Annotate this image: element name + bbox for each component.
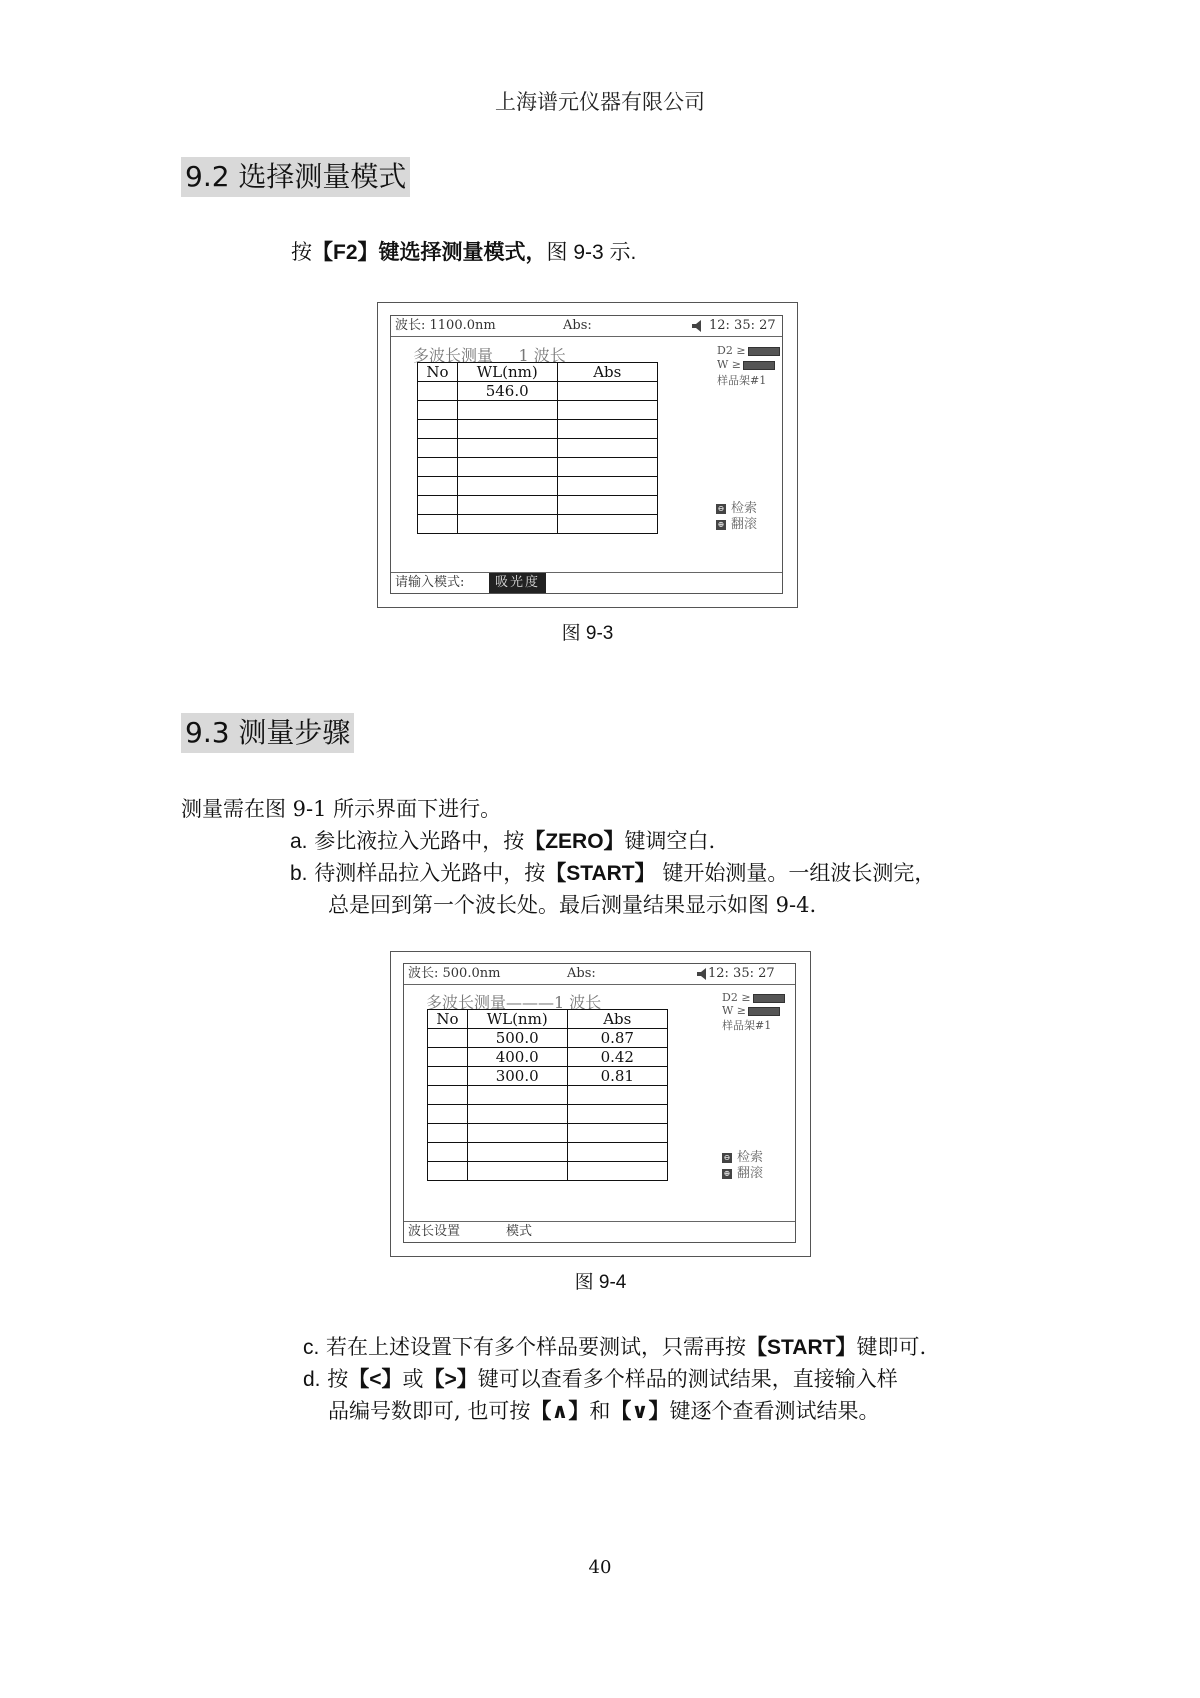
cell xyxy=(557,458,657,477)
side-menu-label: 翻滚 xyxy=(737,1166,764,1181)
cell: 0.87 xyxy=(567,1029,667,1048)
step-key: 【<】 xyxy=(348,1368,403,1391)
table-row xyxy=(428,1124,668,1143)
selected-mode[interactable]: 吸光度 xyxy=(489,573,546,593)
table-row xyxy=(428,1105,668,1124)
step-key: 【START】 xyxy=(545,862,656,885)
cell xyxy=(557,420,657,439)
col-header-abs: Abs xyxy=(557,363,657,382)
step-d-continued xyxy=(328,1395,879,1428)
table-row xyxy=(418,477,658,496)
figure-9-4-screen xyxy=(390,951,811,1257)
cell: 546.0 xyxy=(457,382,557,401)
step-key: 【>】 xyxy=(423,1368,478,1391)
side-menu-scroll[interactable] xyxy=(716,513,757,532)
step-key: 【∨】 xyxy=(610,1400,670,1423)
step-text: 键调空白. xyxy=(624,829,716,853)
col-header-no: No xyxy=(428,1010,468,1029)
d2-lamp-status xyxy=(717,344,780,357)
table-row xyxy=(418,420,658,439)
screen-display xyxy=(403,963,796,1243)
d2-lamp-status xyxy=(722,991,785,1004)
step-c xyxy=(303,1331,926,1364)
w-lamp-status xyxy=(717,358,775,371)
instruction-9-2 xyxy=(291,236,636,269)
step-text: 键即可. xyxy=(856,1335,927,1359)
table-row xyxy=(418,401,658,420)
step-b-continued: 总是回到第一个波长处。最后测量结果显示如图 9-4. xyxy=(328,893,817,917)
minus-key-icon: ⊖ xyxy=(723,1152,731,1162)
cell xyxy=(567,1086,667,1105)
minus-key-icon: ⊖ xyxy=(717,503,725,513)
mode-name: 多波长测量 xyxy=(426,993,507,1012)
plus-key-icon: ⊕ xyxy=(717,519,725,529)
mode-prompt: 请输入模式: xyxy=(395,575,465,590)
col-header-wl: WL(nm) xyxy=(457,363,557,382)
step-key: 【START】 xyxy=(746,1336,857,1359)
cell xyxy=(418,515,458,534)
col-header-no: No xyxy=(418,363,458,382)
step-b xyxy=(290,857,935,890)
instruction-suffix: 图 9-3 示. xyxy=(546,241,637,264)
step-text: 键可以查看多个样品的测试结果，直接输入样 xyxy=(477,1367,898,1391)
step-marker: c. xyxy=(303,1336,320,1359)
cell xyxy=(467,1105,567,1124)
step-marker: a. xyxy=(290,830,308,853)
cell xyxy=(457,420,557,439)
cell xyxy=(428,1086,468,1105)
cell xyxy=(557,515,657,534)
results-table xyxy=(427,1009,668,1181)
cell xyxy=(418,496,458,515)
d2-lamp-bar-icon xyxy=(748,347,780,356)
cell xyxy=(428,1162,468,1181)
d2-label: D2 ≥ xyxy=(722,991,751,1004)
abs-readout: Abs: xyxy=(567,966,596,981)
step-text: 或 xyxy=(402,1367,424,1391)
screen-top-bar xyxy=(391,316,782,337)
table-row xyxy=(418,458,658,477)
cell xyxy=(428,1067,468,1086)
step-text: 品编号数即可, 也可按 xyxy=(328,1399,531,1423)
wavelength-setting-softkey[interactable]: 波长设置 xyxy=(408,1224,461,1239)
cell xyxy=(467,1086,567,1105)
table-header-row xyxy=(418,363,658,382)
page-number: 40 xyxy=(588,1557,612,1578)
table-row xyxy=(428,1048,668,1067)
cell xyxy=(557,401,657,420)
w-label: W ≥ xyxy=(722,1004,747,1017)
w-label: W ≥ xyxy=(717,358,742,371)
col-header-abs: Abs xyxy=(567,1010,667,1029)
d2-label: D2 ≥ xyxy=(717,344,746,357)
wavelength-count: ———1 波长 xyxy=(506,993,602,1012)
cell xyxy=(428,1124,468,1143)
screen-top-bar xyxy=(404,964,795,985)
company-header: 上海谱元仪器有限公司 xyxy=(495,90,705,114)
step-key: 【∧】 xyxy=(530,1400,590,1423)
side-menu-label: 翻滚 xyxy=(731,517,758,532)
sample-holder: 样品架#1 xyxy=(717,374,767,387)
cell xyxy=(467,1124,567,1143)
table-row xyxy=(428,1086,668,1105)
step-a xyxy=(290,825,715,858)
plus-key-icon: ⊕ xyxy=(723,1168,731,1178)
table-row xyxy=(428,1162,668,1181)
step-text: 键开始测量。一组波长测完， xyxy=(655,861,936,885)
cell xyxy=(428,1029,468,1048)
cell xyxy=(418,420,458,439)
cell xyxy=(418,477,458,496)
step-marker: b. xyxy=(290,862,308,885)
cell: 500.0 xyxy=(467,1029,567,1048)
cell: 0.81 xyxy=(567,1067,667,1086)
cell xyxy=(567,1143,667,1162)
cell xyxy=(457,496,557,515)
screen-display xyxy=(390,315,783,594)
clock: 12: 35: 27 xyxy=(709,318,776,333)
table-row xyxy=(428,1067,668,1086)
d2-lamp-bar-icon xyxy=(753,994,785,1003)
table-row xyxy=(418,382,658,401)
step-key: 【ZERO】 xyxy=(524,830,625,853)
wavelength-table xyxy=(417,362,658,534)
side-menu-label: 检索 xyxy=(737,1150,764,1165)
table-row xyxy=(418,515,658,534)
wavelength-readout: 波长: 500.0nm xyxy=(408,966,501,981)
cell xyxy=(428,1105,468,1124)
section-heading-9-3: 9.3 测量步骤 xyxy=(181,713,354,753)
table-header-row xyxy=(428,1010,668,1029)
step-text: 参比液拉入光路中，按 xyxy=(314,829,525,853)
step-text: 和 xyxy=(589,1399,611,1423)
instruction-prefix: 按 xyxy=(291,240,312,264)
step-text: 按 xyxy=(327,1367,349,1391)
section-heading-9-2: 9.2 选择测量模式 xyxy=(181,157,410,197)
cell xyxy=(557,439,657,458)
section-intro: 测量需在图 9-1 所示界面下进行。 xyxy=(181,797,502,821)
cell xyxy=(567,1162,667,1181)
cell xyxy=(567,1124,667,1143)
step-marker: d. xyxy=(303,1368,321,1391)
table-row xyxy=(428,1029,668,1048)
table-row xyxy=(418,439,658,458)
cell: 400.0 xyxy=(467,1048,567,1067)
screen-bottom-bar xyxy=(391,572,782,593)
side-menu-scroll[interactable] xyxy=(722,1162,763,1181)
cell xyxy=(457,439,557,458)
wavelength-count: 1 波长 xyxy=(518,346,566,365)
cell xyxy=(428,1143,468,1162)
cell xyxy=(418,401,458,420)
figure-caption-9-4: 图 9-4 xyxy=(574,1272,627,1293)
cell xyxy=(428,1048,468,1067)
sample-holder: 样品架#1 xyxy=(722,1019,772,1032)
cell xyxy=(418,458,458,477)
table-row xyxy=(428,1143,668,1162)
abs-readout: Abs: xyxy=(563,318,592,333)
cell: 300.0 xyxy=(467,1067,567,1086)
cell xyxy=(467,1162,567,1181)
cell xyxy=(467,1143,567,1162)
cell xyxy=(457,401,557,420)
cell xyxy=(418,439,458,458)
step-text: 若在上述设置下有多个样品要测试，只需再按 xyxy=(326,1335,747,1359)
cell xyxy=(457,458,557,477)
step-d xyxy=(303,1363,898,1396)
figure-9-3-screen xyxy=(377,302,798,608)
instruction-key: 【F2】键选择测量模式， xyxy=(312,241,547,264)
speaker-icon xyxy=(696,968,708,980)
mode-softkey[interactable]: 模式 xyxy=(506,1224,533,1239)
cell xyxy=(557,382,657,401)
w-lamp-bar-icon xyxy=(748,1007,780,1016)
cell xyxy=(557,496,657,515)
cell xyxy=(567,1105,667,1124)
step-text: 待测样品拉入光路中，按 xyxy=(314,861,546,885)
mode-name: 多波长测量 xyxy=(413,346,494,365)
w-lamp-bar-icon xyxy=(743,361,775,370)
table-row xyxy=(418,496,658,515)
cell xyxy=(457,477,557,496)
screen-bottom-bar xyxy=(404,1221,795,1242)
cell xyxy=(457,515,557,534)
figure-caption-9-3: 图 9-3 xyxy=(561,623,614,644)
col-header-wl: WL(nm) xyxy=(467,1010,567,1029)
side-menu-label: 检索 xyxy=(731,501,758,516)
cell xyxy=(418,382,458,401)
w-lamp-status xyxy=(722,1004,780,1017)
cell: 0.42 xyxy=(567,1048,667,1067)
clock: 12: 35: 27 xyxy=(708,966,775,981)
cell xyxy=(557,477,657,496)
speaker-icon xyxy=(691,320,703,332)
step-text: 键逐个查看测试结果。 xyxy=(669,1399,880,1423)
wavelength-readout: 波长: 1100.0nm xyxy=(395,318,496,333)
